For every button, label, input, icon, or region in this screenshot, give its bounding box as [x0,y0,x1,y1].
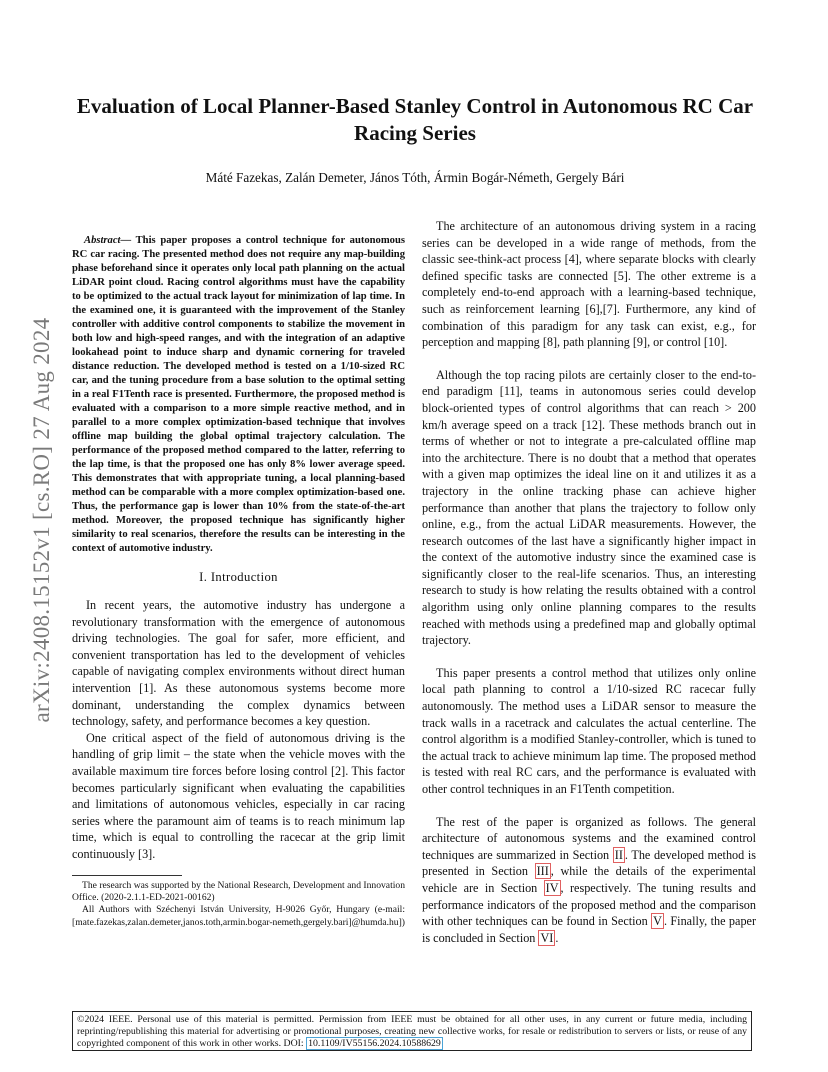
section-link-ii[interactable]: II [614,847,623,862]
intro-paragraph-1: In recent years, the automotive industry has undergone a revolutionary transformation with the emergence of autonomous driving technologies. The goal for safer, more efficient, and convenient transportation has led to the development of vehicles capable of navigating complex environments without direct human intervention [1]. As these autonomous systems become more dominant, understanding the complex dynamics between technology, safety, and performance becomes a key question. [72,598,405,729]
para6-text-2: . The developed method is presented in Section [422,847,756,879]
copyright-text: ©2024 IEEE. Personal use of this material is permitted. Permission from IEEE must be obtained for all other uses, in any current or future media, including reprinting/republishing this material for advertising or promotional purposes, creating new collective works, for resale or redistribution to servers or lists, or reuse of any copyrighted component of this work in other works. DOI: [77,1014,747,1049]
intro-paragraph-4: Although the top racing pilots are certainly closer to the end-to-end paradigm [11], teams in autonomous series could develop block-oriented types of control algorithms that can reach > 200 km/h average speed on a track [12]. These methods branch out in terms of whether or not to integrate a pre-calculated offline map into the architecture. There is no doubt that a method that operates with a given map optimizes the ideal line on it and utilizes it as a trajectory in the online tracking phase can achieve higher performance than another that plans the trajectory to follow only online, e.g., from the actual LiDAR measurements. However, the research outcomes of the last have a significantly higher impact in the context of the automotive industry since the examined case is significantly closer to the real-life scenarios. Thus, an interesting research to study is how relating the results obtained with a control algorithm using only online planning compares to the results reached with methods using a predefined map and globally optimal trajectory. [422,367,756,648]
intro-paragraph-6 [422,814,756,947]
paper-title: Evaluation of Local Planner-Based Stanley Control in Autonomous RC Car Racing Series [76,94,754,145]
section-link-v[interactable]: V [653,914,662,929]
footnote-affiliation: All Authors with Széchenyi István University, H-9026 Győr, Hungary (e-mail: [mate.fazekas,zalan.demeter,janos.toth,armin.bogar-nemeth,gergely.bari]@humda.hu]) [72,904,405,928]
author-list: Máté Fazekas, Zalán Demeter, János Tóth, Ármin Bogár-Németh, Gergely Bári [205,170,625,185]
section-link-iv[interactable]: IV [545,880,559,895]
para6-text-1: The rest of the paper is organized as follows. The general architecture of autonomous systems and the examined control techniques are summarized in Section [422,814,756,862]
section-link-vi[interactable]: VI [540,930,554,945]
intro-paragraph-3: The architecture of an autonomous driving system in a racing series can be developed in a wide range of methods, from the classic see-think-act process [4], where separate blocks with clearly defined specific tasks are connected [5]. The other extreme is a completely end-to-end approach with a learning-based technique, such as reinforcement learning [6],[7]. Furthermore, any kind of combination of this paradigm for any task can exist, e.g., for perception and mapping [8], path planning [9], or control [10]. [422,219,756,350]
section-heading-introduction: I. Introduction [199,570,278,584]
arxiv-identifier: arXiv:2408.15152v1 [cs.RO] 27 Aug 2024 [29,317,54,723]
copyright-notice [72,1011,752,1051]
para6-text-6: . [555,930,559,945]
right-column [422,218,756,962]
abstract-text: — This paper proposes a control technique for autonomous RC car racing. The presented method does not require any map-building phase beforehand since it operates only local path planning on the actual LiDAR point cloud. Racing control algorithms must have the capability to be optimized to the actual track layout for minimization of lap time. In the examined one, it is guaranteed with the improvement of the Stanley controller with additive control components to stabilize the movement in both low and high-speed ranges, and with the integration of an adaptive lookahead point to induce sharp and dynamic cornering for traveled distance reduction. The developed method is tested on a 1/10-sized RC car, and the tuning procedure from a base solution to the optimal setting in a real F1Tenth race is presented. Furthermore, the proposed method is evaluated with a comparison to a more simple reactive method, and in parallel to a more complex optimization-based technique that involves offline map building the global optimal trajectory calculation. The performance of the proposed method compared to the latter, referring to the lap time, is that the proposed one has only 8% lower average speed. This demonstrates that with appropriate tuning, a local planning-based method can be comparable with a more complex optimization-based one. Thus, the performance gap is lower than 10% from the state-of-the-art method. Moreover, the proposed technique has significantly higher similarity to real scenarios, therefore the results can be interesting in the context of automotive industry. [72,235,405,554]
abstract [72,234,405,556]
arxiv-identifier-sidebar [22,280,62,760]
section-link-iii[interactable]: III [536,864,549,879]
left-column [72,234,405,929]
footnote-divider [72,875,182,876]
abstract-label: Abstract [84,235,121,246]
doi-link[interactable]: 10.1109/IV55156.2024.10588629 [308,1038,441,1049]
footnote-funding: The research was supported by the National Research, Development and Innovation Office. (2020-2.1.1-ED-2021-00162) [72,879,405,903]
intro-paragraph-2: One critical aspect of the field of autonomous driving is the handling of grip limit – the state when the vehicle moves with the available maximum tire forces before losing control [2]. This factor becomes particularly significant when evaluating the capabilities and limitations of autonomous vehicles, especially in car racing series where the paramount aim of teams is to reach minimum lap time, which is equal to controlling the racecar at the grip limit continuously [3]. [72,730,405,861]
intro-paragraph-5: This paper presents a control method that utilizes only online local path planning to control a 1/10-sized RC racecar fully autonomously. The method uses a LiDAR sensor to measure the track walls in a racetrack and calculates the actual centerline. The control algorithm is a modified Stanley-controller, which is tuned to the actual track to achieve minimum lap time. The proposed method is tested with real RC cars, and the performance is evaluated with other control techniques in an F1Tenth competition. [422,665,756,796]
para6-text-4: , respectively. The tuning results and performance indicators of the proposed method and the comparison with other techniques can be found in Section [422,880,756,929]
para6-text-3: , while the details of the experimental vehicle are in Section [422,864,757,895]
para6-text-5: . Finally, the paper is concluded in Section [422,914,757,945]
